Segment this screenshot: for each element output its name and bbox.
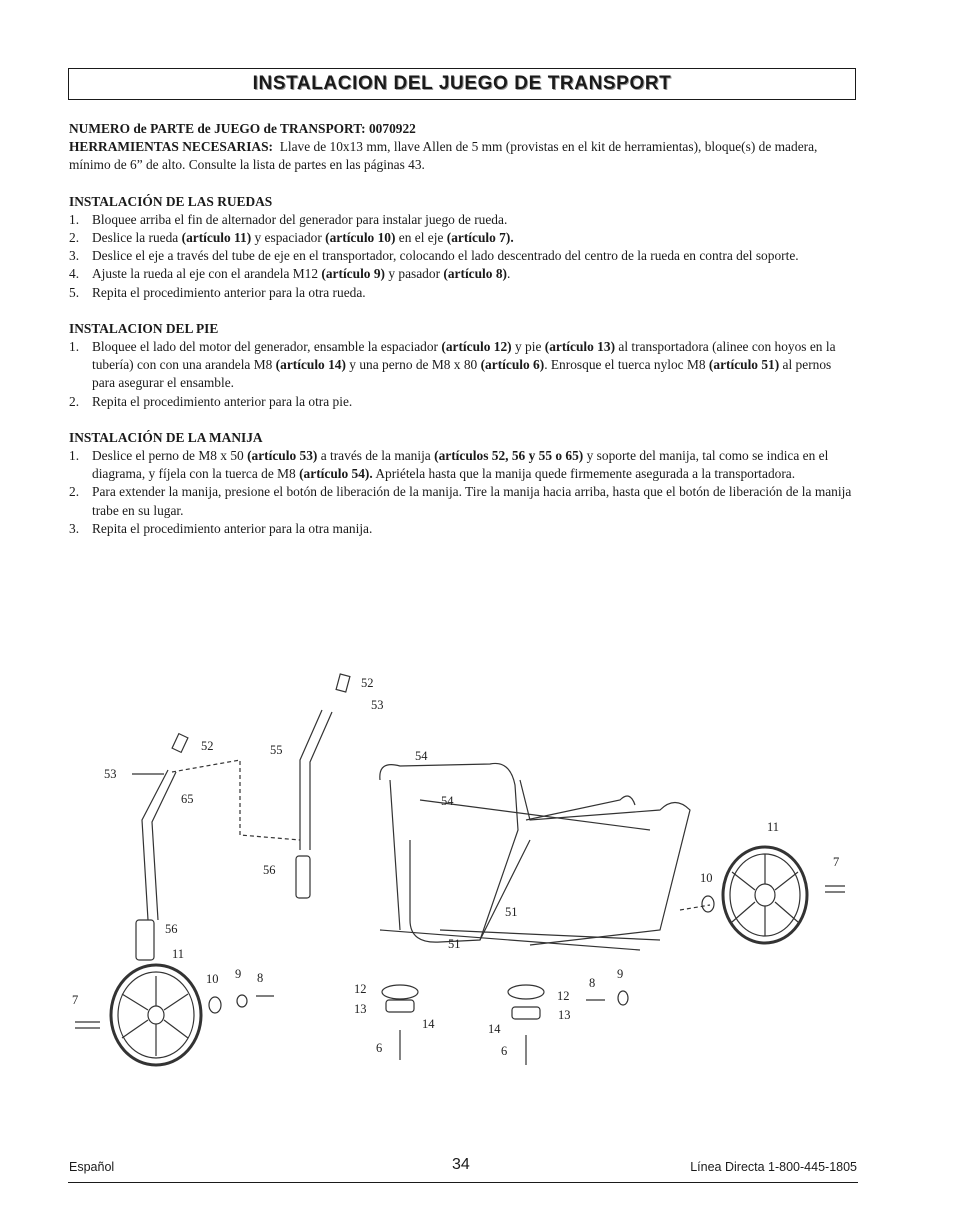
page-title: INSTALACION DEL JUEGO DE TRANSPORT bbox=[252, 73, 672, 94]
item-reference: (artículo 9) bbox=[321, 266, 385, 282]
section-heading: INSTALACION DEL PIE bbox=[69, 320, 219, 336]
tools-label: HERRAMIENTAS NECESARIAS: bbox=[69, 139, 273, 155]
step-number: 2. bbox=[69, 484, 80, 500]
step-text: y pie bbox=[511, 339, 545, 355]
step-text: Repita el procedimiento anterior para la otra pie. bbox=[92, 393, 353, 409]
footer-page-number: 34 bbox=[452, 1156, 470, 1173]
steps-list bbox=[69, 338, 857, 411]
step-text: . Enrosque el tuerca nyloc M8 bbox=[544, 357, 709, 373]
step-number: 1. bbox=[69, 448, 80, 464]
callout-label: 14 bbox=[488, 1022, 501, 1036]
step-number: 2. bbox=[69, 393, 80, 409]
item-reference: (artículo 53) bbox=[247, 448, 318, 464]
instruction-section bbox=[69, 320, 857, 411]
middle-handle bbox=[172, 674, 350, 898]
footer-language: Español bbox=[69, 1160, 115, 1174]
item-reference: (artículo 11) bbox=[181, 230, 252, 246]
step-text: Para extender la manija, presione el botón de liberación de la manija. Tire la manija hacia arriba, hasta que el botón de liberación de la manija trabe en su lugar. bbox=[92, 484, 852, 518]
callout-label: 11 bbox=[172, 947, 185, 961]
callout-label: 9 bbox=[235, 967, 242, 981]
step-text: . bbox=[506, 266, 511, 282]
item-reference: (artículo 8) bbox=[443, 266, 507, 282]
step-text: Bloquee el lado del motor del generador, ensamble la espaciador bbox=[92, 339, 442, 355]
step-text: Repita el procedimiento anterior para la otra rueda. bbox=[92, 284, 366, 300]
callout-label: 12 bbox=[557, 989, 570, 1003]
step-item bbox=[69, 265, 857, 283]
left-foot bbox=[382, 985, 418, 1060]
callout-label: 65 bbox=[181, 792, 194, 806]
callout-label: 12 bbox=[354, 982, 367, 996]
callout-label: 52 bbox=[361, 676, 374, 690]
item-reference: (artículo 51) bbox=[708, 357, 780, 373]
item-reference: (artículo 13) bbox=[544, 339, 616, 355]
item-reference: (artículo 14) bbox=[275, 357, 346, 373]
left-wheel bbox=[111, 965, 201, 1065]
step-number: 5. bbox=[69, 284, 80, 300]
transport-frame bbox=[380, 763, 690, 950]
tools-text: Llave de 10x13 mm, llave Allen de 5 mm (provistas en el kit de herramientas), bloque(s) de madera, mínimo de 6” de alto. Consulte la lista de partes en las páginas 43. bbox=[69, 139, 818, 173]
document-body bbox=[69, 120, 857, 538]
item-reference: (artículo 54). bbox=[299, 466, 373, 482]
step-item bbox=[69, 447, 857, 483]
steps-list bbox=[69, 211, 857, 302]
title-box bbox=[68, 68, 856, 100]
callout-label: 56 bbox=[263, 863, 276, 877]
step-number: 1. bbox=[69, 211, 80, 227]
step-item bbox=[69, 483, 857, 519]
callout-label: 8 bbox=[589, 976, 596, 990]
step-item bbox=[69, 229, 857, 247]
callout-label: 52 bbox=[201, 739, 214, 753]
callout-label: 55 bbox=[270, 743, 283, 757]
step-number: 1. bbox=[69, 339, 80, 355]
callout-label: 9 bbox=[617, 967, 624, 981]
step-text: Deslice el eje a través del tube de eje en el transportador, colocando el lado descentrado del centro de la rueda en contra del soporte. bbox=[92, 248, 799, 264]
callout-label: 7 bbox=[72, 993, 79, 1007]
callout-label: 53 bbox=[104, 767, 117, 781]
tools-needed bbox=[69, 138, 857, 174]
footer-hotline: Línea Directa 1-800-445-1805 bbox=[690, 1160, 857, 1174]
section-heading: INSTALACIÓN DE LAS RUEDAS bbox=[69, 193, 273, 209]
item-reference: (artículo 7). bbox=[446, 230, 514, 246]
step-number: 2. bbox=[69, 230, 80, 246]
step-text: Bloquee arriba el fin de alternador del generador para instalar juego de rueda. bbox=[92, 211, 508, 227]
step-text: al pernos para asegurar el ensamble. bbox=[92, 357, 832, 391]
left-handle bbox=[132, 734, 188, 960]
step-number: 3. bbox=[69, 520, 80, 536]
step-text: y una perno de M8 x 80 bbox=[345, 357, 481, 373]
step-text: y pasador bbox=[385, 266, 444, 282]
callout-label: 51 bbox=[505, 905, 518, 919]
step-text: a través de la manija bbox=[317, 448, 435, 464]
part-number-label: NUMERO de PARTE de JUEGO de TRANSPORT: 0070922 bbox=[69, 121, 416, 136]
callout-labels bbox=[72, 676, 839, 1058]
callout-label: 54 bbox=[415, 749, 428, 763]
step-number: 3. bbox=[69, 248, 80, 264]
step-item bbox=[69, 520, 857, 538]
callout-label: 6 bbox=[376, 1041, 383, 1055]
callout-label: 13 bbox=[354, 1002, 367, 1016]
right-wheel bbox=[680, 847, 845, 943]
callout-label: 54 bbox=[441, 794, 454, 808]
instruction-section bbox=[69, 193, 857, 302]
item-reference: (artículo 12) bbox=[441, 339, 512, 355]
step-item bbox=[69, 247, 857, 265]
instruction-section bbox=[69, 429, 857, 538]
callout-label: 10 bbox=[206, 972, 219, 986]
item-reference: (artículo 6) bbox=[480, 357, 545, 373]
step-item bbox=[69, 338, 857, 393]
step-text: y soporte del manija, tal como se indica en el diagrama, y fíjela con la tuerca de M8 bbox=[92, 448, 829, 482]
step-item bbox=[69, 393, 857, 411]
step-text: y espaciador bbox=[251, 230, 326, 246]
step-text: en el eje bbox=[395, 230, 447, 246]
step-text: Deslice el perno de M8 x 50 bbox=[92, 448, 248, 464]
callout-label: 53 bbox=[371, 698, 384, 712]
callout-label: 10 bbox=[700, 871, 713, 885]
callout-label: 56 bbox=[165, 922, 178, 936]
callout-label: 7 bbox=[833, 855, 840, 869]
item-reference: (artículo 10) bbox=[325, 230, 396, 246]
step-text: Repita el procedimiento anterior para la otra manija. bbox=[92, 520, 373, 536]
callout-label: 6 bbox=[501, 1044, 508, 1058]
item-reference: (artículos 52, 56 y 55 o 65) bbox=[434, 448, 584, 464]
step-text: Apriétela hasta que la manija quede firmemente asegurada a la transportadora. bbox=[372, 466, 796, 482]
hardware bbox=[75, 991, 628, 1028]
exploded-parts-diagram bbox=[60, 660, 880, 1080]
callout-label: 11 bbox=[767, 820, 780, 834]
step-item bbox=[69, 211, 857, 229]
part-number bbox=[69, 120, 857, 138]
step-text: Deslice la rueda bbox=[92, 230, 182, 246]
step-item bbox=[69, 284, 857, 302]
callout-label: 51 bbox=[448, 937, 461, 951]
step-number: 4. bbox=[69, 266, 80, 282]
callout-label: 8 bbox=[257, 971, 264, 985]
right-foot bbox=[508, 985, 544, 1065]
sections bbox=[69, 193, 857, 538]
step-text: Ajuste la rueda al eje con el arandela M12 bbox=[92, 266, 322, 282]
callout-label: 14 bbox=[422, 1017, 435, 1031]
steps-list bbox=[69, 447, 857, 538]
callout-label: 13 bbox=[558, 1008, 571, 1022]
footer-rule bbox=[68, 1182, 858, 1183]
step-text: al transportadora (alinee con hoyos en la tubería) con con una arandela M8 bbox=[92, 339, 836, 373]
section-heading: INSTALACIÓN DE LA MANIJA bbox=[69, 429, 263, 445]
